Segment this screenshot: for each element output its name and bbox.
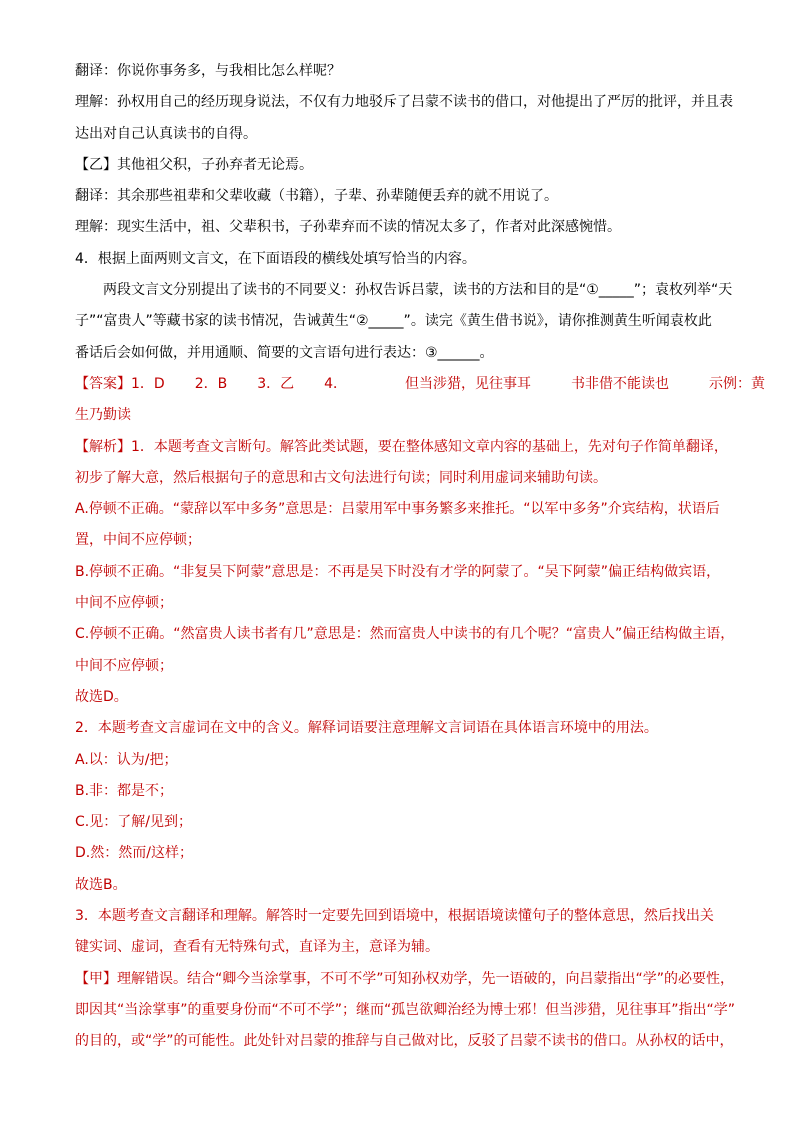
question-4-line: 4．根据上面两则文言文，在下面语段的横线处填写恰当的内容。 <box>75 250 476 267</box>
analysis-line: A.停顿不正确。“蒙辞以军中多务”意思是：吕蒙用军中事务繁多来推托。“以军中多务”介宾结构，状语后 <box>75 501 720 518</box>
analysis-line: 键实词、虚词，查看有无特殊句式，直译为主，意译为辅。 <box>75 939 439 956</box>
analysis-first-line <box>75 432 730 463</box>
analysis-line: 置，中间不应停顿； <box>75 532 201 549</box>
question-4-paragraph-line-3: 番话后会如何做，并用通顺、简要的文言语句进行表达：③______。 <box>75 344 494 361</box>
analysis-text: 1．本题考查文言断句。解答此类试题，要在整体感知文章内容的基础上，先对句子作简单翻译， <box>131 438 728 455</box>
yi-passage-line: 【乙】其他祖父积，子孙弃者无论焉。 <box>75 156 313 173</box>
analysis-line: 故选B。 <box>75 876 127 893</box>
analysis-line: 中间不应停顿； <box>75 595 173 612</box>
analysis-line: C.见：了解/见到； <box>75 814 192 831</box>
understanding-line-cont: 达出对自己认真读书的自得。 <box>75 125 257 142</box>
answer-item: 示例：黄 <box>709 375 766 392</box>
question-4-paragraph-line-2: 子”“富贵人”等藏书家的读书情况，告诫黄生“②_____”。读完《黄生借书说》，请你推测黄生听闻袁枚此 <box>75 313 712 330</box>
answer-item: 4． <box>324 375 348 392</box>
analysis-line: B.停顿不正确。“非复吴下阿蒙”意思是：不再是吴下时没有才学的阿蒙了。“吴下阿蒙”偏正结构做宾语， <box>75 563 721 580</box>
answer-item: 但当涉猎，见往事耳 <box>405 375 532 392</box>
jia-text: 理解错误。结合“卿今当涂掌事，不可不学”可知孙权劝学，先一语破的，向吕蒙指出“学”的必要性， <box>117 970 735 987</box>
answer-continuation: 生乃勤读 <box>75 407 131 424</box>
yi-understanding-line: 理解：现实生活中，祖、父辈积书，子孙辈弃而不读的情况太多了，作者对此深感惋惜。 <box>75 219 621 236</box>
answer-item: 书非借不能读也 <box>571 375 670 392</box>
jia-analysis-line: 的目的，或“学”的可能性。此处针对吕蒙的推辞与自己做对比，反驳了吕蒙不读书的借口。从孙权的话中， <box>75 1033 734 1050</box>
jia-analysis-line: 即因其“当涂掌事”的重要身份而“不可不学”；继而“孤岂欲卿治经为博士邪！但当涉猎，见往事耳”指出“学” <box>75 1001 736 1018</box>
translation-line: 翻译：你说你事务多，与我相比怎么样呢？ <box>75 63 341 79</box>
analysis-line: D.然：然而/这样； <box>75 845 193 862</box>
answer-item: 1．D <box>131 375 165 392</box>
analysis-line: B.非：都是不； <box>75 782 174 799</box>
yi-translation-line: 翻译：其余那些祖辈和父辈收藏（书籍），子辈、孙辈随便丢弃的就不用说了。 <box>75 188 558 205</box>
analysis-label: 【解析】 <box>75 438 131 455</box>
answer-item: 2．B <box>194 375 228 392</box>
question-4-paragraph-line-1: 两段文言文分别提出了读书的不同要义：孙权告诉吕蒙，读书的方法和目的是“①_____”；袁枚列举“天 <box>103 282 733 299</box>
jia-analysis-first-line <box>75 964 735 995</box>
answer-line <box>75 369 766 400</box>
analysis-line: A.以：认为/把； <box>75 751 178 768</box>
analysis-line: 3．本题考查文言翻译和理解。解答时一定要先回到语境中，根据语境读懂句子的整体意思，然后找出关 <box>75 908 714 925</box>
understanding-line: 理解：孙权用自己的经历现身说法，不仅有力地驳斥了吕蒙不读书的借口，对他提出了严厉的批评，并且表 <box>75 94 733 111</box>
jia-label: 【甲】 <box>75 970 117 987</box>
analysis-line: C.停顿不正确。“然富贵人读书者有几”意思是：然而富贵人中读书的有几个呢？“富贵人”偏正结构做主语， <box>75 626 735 643</box>
answer-label: 【答案】 <box>75 375 131 392</box>
analysis-line: 初步了解大意，然后根据句子的意思和古文句法进行句读；同时利用虚词来辅助句读。 <box>75 469 607 486</box>
analysis-line: 中间不应停顿； <box>75 657 173 674</box>
analysis-line: 故选D。 <box>75 688 128 705</box>
answer-item: 3．乙 <box>257 375 295 392</box>
analysis-line: 2．本题考查文言虚词在文中的含义。解释词语要注意理解文言词语在具体语言环境中的用法。 <box>75 720 658 737</box>
